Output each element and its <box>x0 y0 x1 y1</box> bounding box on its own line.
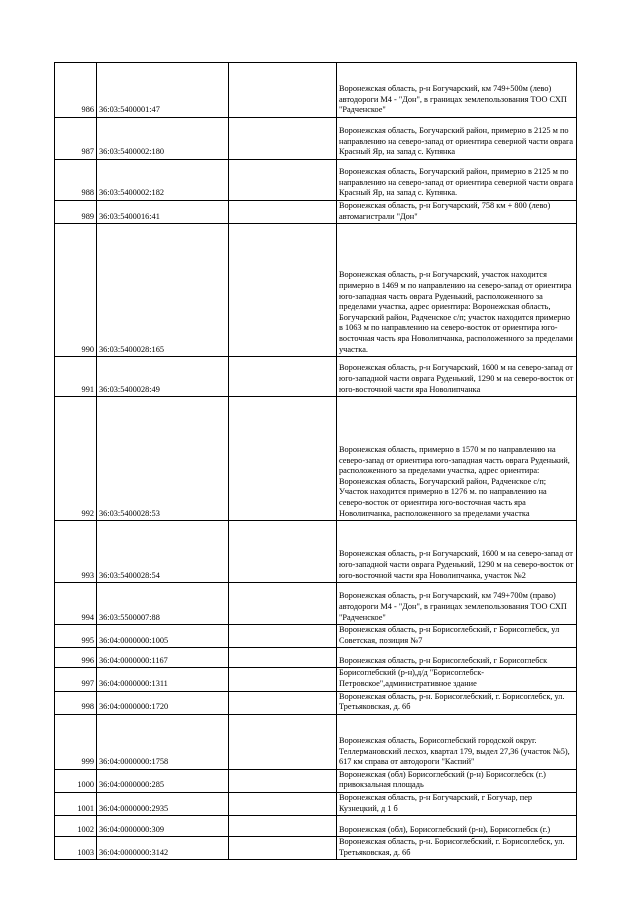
address-text: Воронежская область, Борисоглебский городской округ. Теллермановский лесхоз, квартал 179, выдел 27,36 (участок №5), 617 км справа от автодороги "Каспий" <box>337 714 577 769</box>
table-row <box>55 201 577 224</box>
row-number: 992 <box>55 397 97 521</box>
table-row <box>55 583 577 625</box>
table-row <box>55 769 577 792</box>
address-text: Воронежская область, р-н Богучарский, км 749+500м (лево) автодороги М4 - "Дон", в границах землепользования ТОО СХП "Радченское" <box>337 63 577 118</box>
row-number: 988 <box>55 160 97 201</box>
row-number: 1003 <box>55 837 97 860</box>
empty-cell <box>229 714 337 769</box>
table-row <box>55 357 577 397</box>
empty-cell <box>229 691 337 714</box>
row-number: 998 <box>55 691 97 714</box>
row-number: 999 <box>55 714 97 769</box>
table-row <box>55 521 577 583</box>
empty-cell <box>229 357 337 397</box>
address-text: Борисоглебский (р-н),д/д "Борисоглебск-Петровское",административное здание <box>337 668 577 691</box>
empty-cell <box>229 583 337 625</box>
address-text: Воронежская область, Богучарский район, примерно в 2125 м по направлению на северо-запад от ориентира северной части оврага Красный Яр, на запад с. Купянка <box>337 118 577 160</box>
cadastral-number: 36:03:5400028:54 <box>97 521 229 583</box>
cadastral-number: 36:04:0000000:1167 <box>97 648 229 668</box>
cadastral-number: 36:03:5400028:53 <box>97 397 229 521</box>
table-row <box>55 816 577 837</box>
address-text: Воронежская область, р-н Богучарский, км 749+700м (право) автодороги М4 - "Дон", в границах землепользования ТОО СХП "Радченское" <box>337 583 577 625</box>
row-number: 996 <box>55 648 97 668</box>
cadastral-number: 36:03:5400002:182 <box>97 160 229 201</box>
row-number: 997 <box>55 668 97 691</box>
table-row <box>55 837 577 860</box>
table-row <box>55 397 577 521</box>
row-number: 987 <box>55 118 97 160</box>
cadastral-number: 36:04:0000000:1720 <box>97 691 229 714</box>
empty-cell <box>229 648 337 668</box>
address-text: Воронежская область, р-н Богучарский, 1600 м на северо-запад от юго-западной части оврага Руденький, 1290 м на северо-восток от юго-восточной части яра Новолипчанка <box>337 357 577 397</box>
empty-cell <box>229 792 337 815</box>
table-row <box>55 792 577 815</box>
address-text: Воронежская (обл) Борисоглебский (р-н) Борисоглебск (г.) привокзальная площадь <box>337 769 577 792</box>
address-text: Воронежская область, р-н Борисоглебский, г Борисоглебск <box>337 648 577 668</box>
cadastral-number: 36:04:0000000:1758 <box>97 714 229 769</box>
row-number: 993 <box>55 521 97 583</box>
address-text: Воронежская область, р-н Богучарский, г Богучар, пер Кузнецкий, д 1 б <box>337 792 577 815</box>
empty-cell <box>229 160 337 201</box>
empty-cell <box>229 625 337 648</box>
row-number: 990 <box>55 224 97 357</box>
table-row <box>55 668 577 691</box>
address-text: Воронежская область, р-н. Борисоглебский, г. Борисоглебск, ул. Третьяковская, д. 6б <box>337 691 577 714</box>
cadastral-number: 36:04:0000000:285 <box>97 769 229 792</box>
empty-cell <box>229 837 337 860</box>
empty-cell <box>229 224 337 357</box>
empty-cell <box>229 521 337 583</box>
cadastral-number: 36:03:5400002:180 <box>97 118 229 160</box>
table-row <box>55 63 577 118</box>
empty-cell <box>229 118 337 160</box>
cadastral-number: 36:04:0000000:3142 <box>97 837 229 860</box>
table-row <box>55 714 577 769</box>
address-text: Воронежская область, р-н. Борисоглебский, г. Борисоглебск, ул. Третьяковская, д. 6б <box>337 837 577 860</box>
empty-cell <box>229 816 337 837</box>
row-number: 994 <box>55 583 97 625</box>
address-text: Воронежская (обл), Борисоглебский (р-н), Борисоглебск (г.) <box>337 816 577 837</box>
table-body <box>55 63 577 860</box>
cadastral-number: 36:03:5400028:165 <box>97 224 229 357</box>
row-number: 991 <box>55 357 97 397</box>
cadastral-number: 36:04:0000000:1311 <box>97 668 229 691</box>
address-text: Воронежская область, р-н Богучарский, 758 км + 800 (лево) автомагистрали "Дон" <box>337 201 577 224</box>
empty-cell <box>229 201 337 224</box>
address-text: Воронежская область, р-н Борисоглебский, г Борисоглебск, ул Советская, позиция №7 <box>337 625 577 648</box>
table-row <box>55 160 577 201</box>
cadastral-number: 36:03:5400001:47 <box>97 63 229 118</box>
table-row <box>55 118 577 160</box>
cadastral-number: 36:03:5400028:49 <box>97 357 229 397</box>
address-text: Воронежская область, Богучарский район, примерно в 2125 м по направлению на северо-запад от ориентира северной части оврага Красный Яр, на запад с. Купянка. <box>337 160 577 201</box>
cadastral-number: 36:03:5400016:41 <box>97 201 229 224</box>
address-text: Воронежская область, р-н Богучарский, участок находится примерно в 1469 м по направлению на северо-запад от ориентира юго-западная часть оврага Руденький, расположенного за пределами участка, адрес ориентира: Воронежская область, Богучарский район, Радченское с/п; участок находится примерно в 1063 м по направлению на северо-восток от ориентира юго-восточная часть яра Новолипчанка, расположенного за пределами участка. <box>337 224 577 357</box>
table-row <box>55 691 577 714</box>
table-row <box>55 224 577 357</box>
land-plot-table <box>54 62 577 860</box>
row-number: 986 <box>55 63 97 118</box>
row-number: 995 <box>55 625 97 648</box>
empty-cell <box>229 769 337 792</box>
empty-cell <box>229 397 337 521</box>
address-text: Воронежская область, примерно в 1570 м по направлению на северо-запад от ориентира юго-западная часть оврага Руденький, расположенного за пределами участка, адрес ориентира: Воронежская область, Богучарский район, Радченское с/п; Участок находится примерно в 1276 м. по направлению на северо-восток от ориентира юго-восточная часть яра Новолипчанка, расположенного за пределами участка <box>337 397 577 521</box>
cadastral-number: 36:04:0000000:309 <box>97 816 229 837</box>
empty-cell <box>229 668 337 691</box>
row-number: 1000 <box>55 769 97 792</box>
row-number: 989 <box>55 201 97 224</box>
cadastral-number: 36:04:0000000:1005 <box>97 625 229 648</box>
row-number: 1001 <box>55 792 97 815</box>
table-row <box>55 648 577 668</box>
empty-cell <box>229 63 337 118</box>
address-text: Воронежская область, р-н Богучарский, 1600 м на северо-запад от юго-западной части оврага Руденький, 1290 м на северо-восток от юго-восточной части яра Новолипчанка, участок №2 <box>337 521 577 583</box>
row-number: 1002 <box>55 816 97 837</box>
table-row <box>55 625 577 648</box>
cadastral-number: 36:04:0000000:2935 <box>97 792 229 815</box>
cadastral-number: 36:03:5500007:88 <box>97 583 229 625</box>
